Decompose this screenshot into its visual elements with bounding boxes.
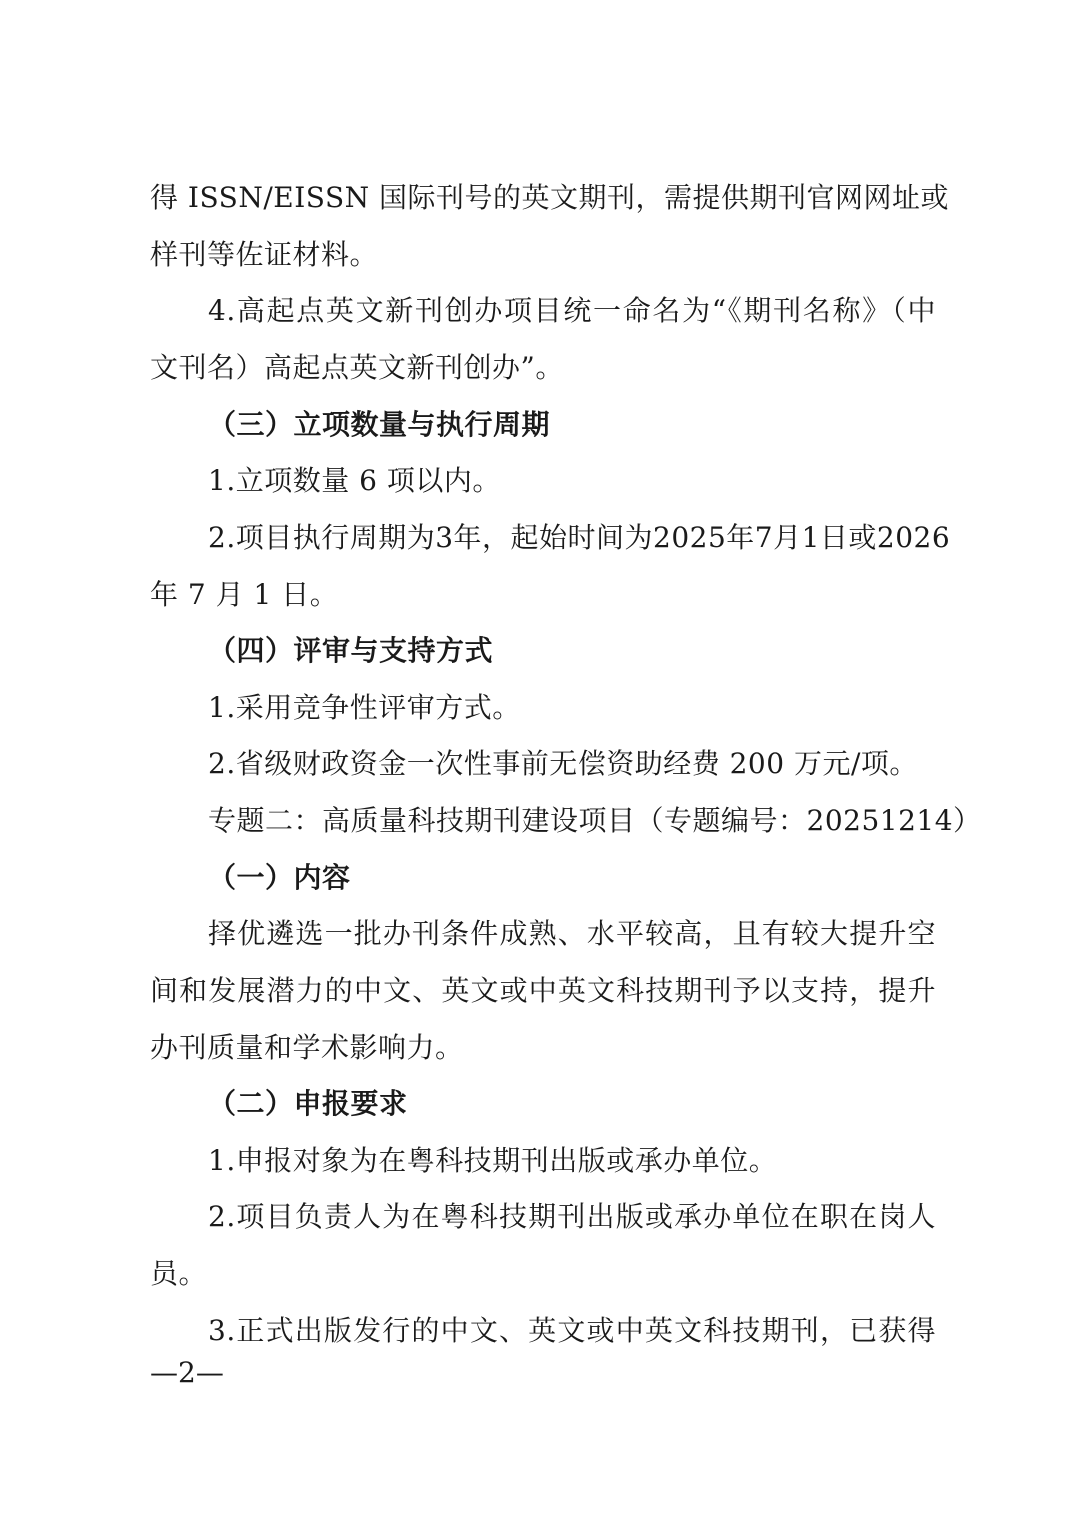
paragraph-line: 样刊等佐证材料。 (150, 238, 379, 271)
section-heading: （一）内容 (208, 861, 351, 894)
paragraph-line: 1.立项数量 6 项以内。 (208, 464, 501, 497)
paragraph-line: 员。 (150, 1257, 208, 1290)
paragraph-line: 4.高起点英文新刊创办项目统一命名为“《期刊名称》（中 (208, 294, 936, 327)
paragraph-line: 间和发展潜力的中文、英文或中英文科技期刊予以支持，提升 (150, 974, 936, 1007)
topic-title: 专题二：高质量科技期刊建设项目（专题编号：20251214） (208, 804, 982, 837)
paragraph-line: 2.省级财政资金一次性事前无偿资助经费 200 万元/项。 (208, 747, 918, 780)
section-heading: （四）评审与支持方式 (208, 634, 494, 667)
paragraph-line: 2.项目负责人为在粤科技期刊出版或承办单位在职在岗人 (208, 1200, 936, 1233)
paragraph-line: 择优遴选一批办刊条件成熟、水平较高，且有较大提升空 (208, 917, 936, 950)
paragraph-line: 1.采用竞争性评审方式。 (208, 691, 521, 724)
paragraph-line: 3.正式出版发行的中文、英文或中英文科技期刊，已获得 (208, 1314, 936, 1347)
paragraph-line: 文刊名）高起点英文新刊创办”。 (150, 351, 564, 384)
paragraph-line: 1.申报对象为在粤科技期刊出版或承办单位。 (208, 1144, 778, 1177)
section-heading: （三）立项数量与执行周期 (208, 408, 551, 441)
paragraph-line: 得 ISSN/EISSN 国际刊号的英文期刊，需提供期刊官网网址或 (150, 181, 950, 214)
paragraph-line: 办刊质量和学术影响力。 (150, 1031, 464, 1064)
paragraph-line: 年 7 月 1 日。 (150, 578, 339, 611)
section-heading: （二）申报要求 (208, 1087, 408, 1120)
page-number: —2— (150, 1356, 224, 1389)
paragraph-line: 2.项目执行周期为3年，起始时间为2025年7月1日或2026 (208, 521, 951, 554)
